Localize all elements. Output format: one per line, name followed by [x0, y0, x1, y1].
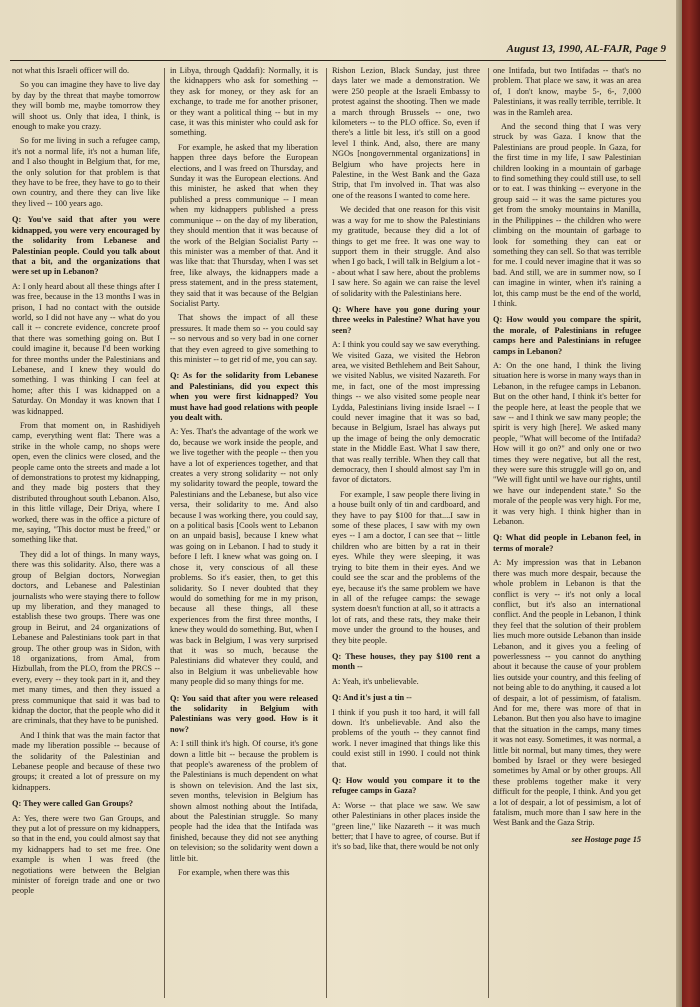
header-rule	[10, 60, 666, 61]
column-1	[12, 66, 160, 1001]
answer: A: I still think it's high. Of course, it's gone down a little bit -- because the problem is that people's awareness of the problem of the Palestinians is much dependent on what is shown on television. And the last six, seven months, television in Belgium has shown almost nothing about the Intifada, about the Palestinian struggle. So many people had the idea that the Intifada was finished, because they did not see anything on television; so the solidarity went down a little bit.	[170, 739, 318, 863]
answer: A: Worse -- that place we saw. We saw other Palestinians in other places inside the "green line," like Nazareth -- it was much better; that I have to agree, of course. But if it's so bad, like that, there would be not only	[332, 800, 480, 852]
paragraph: not what this Israeli officer will do.	[12, 66, 130, 75]
paragraph: I think if you push it too hard, it will fall down. It's unbelievable. And also the problems of the youth -- they cannot find work. I never imagined that things like this could exist still in 1990. I could not think that.	[332, 707, 480, 769]
answer: A: Yeah, it's unbelievable.	[332, 676, 419, 686]
question: Q: How would you compare it to the refugee camps in Gaza?	[332, 776, 480, 796]
paragraph: Rishon Lezion, Black Sunday, just three days later we made a demonstration. We were 250 people at the Israeli Embassy to protest against the shooting. Then we made a march through Brussels -- one, two kilometers -- to the PLO office. So, even if there's a little bit less, it's still on a good level I think. And, also, there are many NGOs [nongovernmental organizations] in Belgium who have projects here in Palestine, in the West Bank and the Gaza Strip, that I'm involved in. That was also one of the reasons I wanted to come here.	[332, 66, 480, 200]
paragraph: From that moment on, in Rashidiyeh camp, everything went flat: There was a strike in the whole camp, no shops were open, even the clinics were closed, and the people came onto the streets and made a lot of demonstrations to protest my kidnapping, and they made big posters that they distributed throughout south Lebanon. Also, in this little village, Deir Driya, where I worked, there was in the office a picture of me, saying, "This doctor must be freed," or something like that.	[12, 421, 160, 545]
answer: A: I only heard about all these things after I was free, because in the 13 months I was in prison, I had no contact with the outside world, so I did not have any -- what do you call it -- concrete evidence, concrete proof that there was something going on. But I could imagine it, because I'd been working for three months under the Palestinians and Lebanese, and I knew they would do something. I was thinking I can feel at home; after this I was kidnapped on a Saturday. On Monday it was known that I was kidnapped.	[12, 281, 160, 416]
paragraph: And the second thing that I was very struck by was Gaza. I know that the Palestinians are proud people. In Gaza, for the first time in my life, I saw Palestinian children looking in a mountain of garbage to find something they could still use, to sell or to eat. I was thinking -- everyone in the group said -- it was the same pictures you get from the smoky mountains in Manilla, in the Philippines -- the children who were climbing on the mountain of garbage to look for something they can eat or something they can sell. So that was terrible for me. I could never imagine that it was so bad. And still, we are in summer now, so I can imagine in winter, when it's raining a lot, this camp must be the end of the world, I think.	[493, 122, 641, 308]
question: Q: You said that after you were released the solidarity in Belgium with Palestinians was very good. How is it now?	[170, 693, 318, 734]
column-rule	[326, 68, 327, 998]
question: Q: And it's just a tin --	[332, 693, 412, 703]
paragraph: We decided that one reason for this visit was a way for me to show the Palestinians my gratitude, because they did a lot of things to get me free. It was one way to support them in their struggle. And also when I go back, I will talk in Belgium a lot -- about what I saw here, about the problems I saw here. So again we can raise the level of solidarity with the Palestinians here.	[332, 205, 480, 298]
question: Q: Where have you gone during your three weeks in Palestine? What have you seen?	[332, 304, 480, 335]
paragraph: For example, I saw people there living in a house built only of tin and cardboard, and they have to pay $100 for that....I saw in some of these places, I saw with my own eyes -- I am a doctor, I can see that -- little children who are bitten by a rat in their eyes. While they were sleeping, it was trying to bite them in their eyes. And we could see the scar and the problems of the eye, because it's the same problem we have in all of the refugee camps: the sewage system doesn't function at all, so it attracts a lot of rats, and these rats, they make their move under the ground to the houses, and they bite people.	[332, 489, 480, 645]
column-rule	[164, 68, 165, 998]
answer: A: Yes, there were two Gan Groups, and they put a lot of pressure on my kidnappers, so that in the end, you could almost say that my kidnappers had to set me free. One example is when I was freed (the negotiations were between the Belgian minister of foreign trade and one or two people	[12, 813, 160, 896]
paragraph: And I think that was the main factor that made my liberation possible -- because of the solidarity of the Palestinian and Lebanese people and because of these two groups; it created a lot of pressure on my kidnappers.	[12, 730, 160, 792]
page-header: August 13, 1990, AL-FAJR, Page 9	[506, 43, 666, 55]
paragraph: in Libya, through Qaddafi): Normally, it is the kidnappers who ask for something -- they ask for money, or they ask for an exchange, to trade me for another prisoner, or they want a political thing -- but in my case, it was this minister who could ask for something.	[170, 66, 318, 138]
question: Q: What did people in Lebanon feel, in terms of morale?	[493, 533, 641, 553]
column-3	[332, 66, 480, 1001]
answer: A: Yes. That's the advantage of the work we do, because we work inside the people, and we live together with the people -- then you have a lot of experiences together, and that creates a very strong solidarity -- not only my solidarity toward the people, toward the Palestinians and the Lebanese, but also vice versa, their solidarity to me. And also because I was working there, you could say, on a political basis [Cools went to Lebanon on an unpaid basis], because I knew what was going on in Lebanon. I had to study it before I left. I knew what was going on. I chose it, very conscious of all these problems. So it's easier, then, to get this solidarity. So I never doubted that they would do something for me in my prison, because all these things, all these experiences from the first three months, I knew they would do something. But, when I was back in Belgium, I was very surprised that it was so much, because the Palestinians did whatever they could, and also in Belgium it was unbelievable how many people did so many things for me.	[170, 427, 318, 687]
paragraph: That shows the impact of all these pressures. It made them so -- you could say -- so nervous and so very bad in one corner that they even agreed to give something to this minister -- to get rid of me, you can say.	[170, 313, 318, 364]
paragraph: For example, he asked that my liberation happen three days before the European elections, and I was freed on Thursday, and Sunday it was the European elections. And this minister, he asked that when they published a press communique -- I mean when my kidnappers published a press communique -- on the day of my liberation, they should mention that it was because of the work of the Belgian Socialist Party -- this minister was a member of that. And it was like that: that Thursday, when I was set free, like always, the kidnappers made a press statement, and in the press statement, they said that it was because of the Belgian Socialist Party.	[170, 142, 318, 308]
answer: A: I think you could say we saw everything. We visited Gaza, we visited the Hebron area, we visited Bethlehem and Beit Sahour, we visited Nablus, we visited Nazareth. For me, in fact, one of the most impressing things -- we also visited some people near Lydda, Palestinians living inside Israel -- I could never imagine that it was so bad, because in Belgium, Israel has always put up the image of being the only democratic state in the Middle East. What I saw there, that was really terrible. When they call that democracy, then I should almost say I'm in favor of dictators.	[332, 340, 480, 485]
paragraph: For example, when there was this	[178, 868, 290, 878]
question: Q: How would you compare the spirit, the morale, of Palestinians in refugee camps here and Palestinians in refugee camps in Lebanon?	[493, 315, 641, 356]
question: Q: You've said that after you were kidnapped, you were very encouraged by the solidarity from Lebanese and Palestinian people. Could you talk about that a bit, and the organizations that were set up in Lebanon?	[12, 215, 160, 277]
column-4	[493, 66, 641, 1001]
answer: A: On the one hand, I think the living situation here is worse in many ways than in Lebanon, in the refugee camps in Lebanon. But on the other hand, I think it's better for the people here, at least the people that we saw -- and I think we saw many people; the spirit is very high [here]. We asked many people, "What will become of the Intifada? How will it go on?" and only one or two times they were negative, but all the rest, they were sure this struggle will go on, and "We will fight until we have our rights, until we have our independent state." So the morale of the people was very high. For me, it was very high. I think higher than in Lebanon.	[493, 360, 641, 527]
question: Q: They were called Gan Groups?	[12, 799, 134, 809]
question: Q: As for the solidarity from Lebanese and Palestinians, did you expect this when you were first kidnapped? You must have had good relations with people you dealt with.	[170, 371, 318, 422]
paragraph: So for me living in such a refugee camp, it's not a normal life, it's not a human life, and I also thought in Belgium that, for me, the only solution for that problem is that they have to be free, they have to go to their own country, and there they can live like they lived -- 100 years ago.	[12, 136, 160, 208]
column-2	[170, 66, 318, 1001]
paragraph: one Intifada, but two Intifadas -- that's no problem. That place we saw, it was an area of, I don't know, maybe 5-, 6-, 7,000 Palestinians, it was really terrible, terrible. It was in the Ramleh area.	[493, 66, 641, 117]
question: Q: These houses, they pay $100 rent a month --	[332, 651, 480, 672]
binding-edge	[682, 0, 700, 1007]
column-rule	[488, 68, 489, 998]
answer: A: My impression was that in Lebanon there was much more despair, because the whole problem in Lebanon is that the conflict is very -- it's not only a local conflict, but it's also an international conflict. And the people in Lebanon, I think they feel that the solution of their problem lies much more outside Lebanon than inside Lebanon, and it gives you a feeling of powerlessness -- you cannot do anything about it because the cause of your problem lies outside your country, and this feeling of not being able to do anything, it caused a lot of despair, a lot of pessimism, of fatalism. And for me, there was more of that in Lebanon. But then you also have to imagine that the situation in the camps, many times it was not easy. Sometimes, it was normal, a little bit normal, but many times, they were bombed by Israel or they were besieged sometimes by Amal or by other groups. All these problems together make it very difficult for the people, I think. And you get a lot of despair, a lot of pessimism, a lot of fatalism, much more than I saw here in the West Bank and the Gaza Strip.	[493, 558, 641, 828]
paragraph: They did a lot of things. In many ways, there was this solidarity. Also, there was a group of Belgian doctors, Norwegian doctors, and Lebanese and Palestinian journalists who were staying there to follow up my liberation, and they managed to establish these two groups. There was one group in Beirut, and 24 organizations of Lebanese and Palestinians took part in that group. The other group was in Sidon, with 18 organizations, from Amal, from Hizbullah, from the PLO, from the PRCS -- every, every -- they took part in it, and they met many times, and then they issued a press communique that said it was bad to kidnap the doctor, that the people who did it are criminals, that they have to be punished.	[12, 549, 160, 726]
paragraph: So you can imagine they have to live day by day by the threat that maybe tomorrow they will bomb me, maybe tomorrow they will shoot us. Only that idea, I think, is enough to make you crazy.	[12, 80, 160, 132]
continuation-line: see Hostage page 15	[571, 834, 641, 844]
